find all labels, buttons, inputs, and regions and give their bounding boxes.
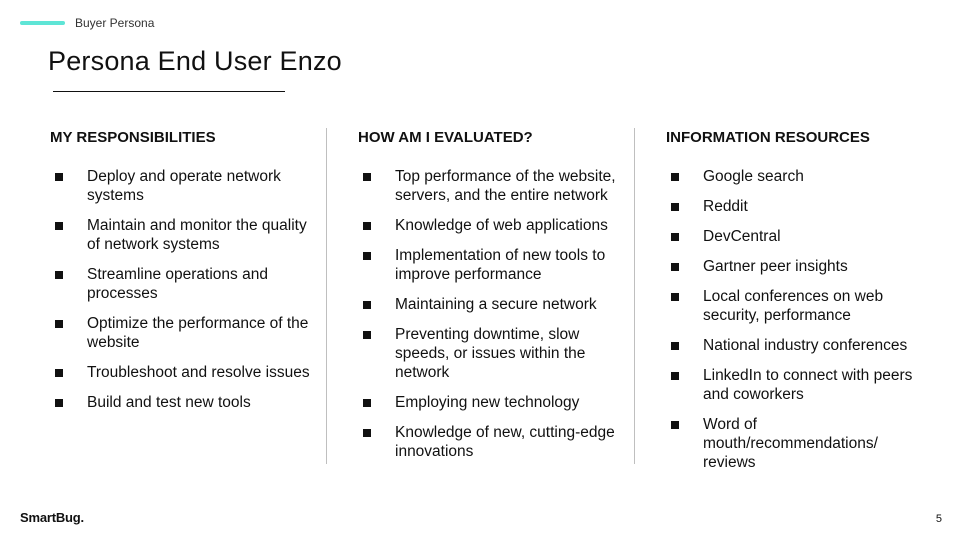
list-item-text: National industry conferences — [703, 337, 908, 354]
list-item — [50, 167, 315, 205]
list-item — [358, 246, 623, 284]
square-bullet-icon — [363, 399, 371, 407]
section-kicker: Buyer Persona — [75, 16, 155, 30]
list-item-text: DevCentral — [703, 228, 781, 245]
list-item — [358, 325, 623, 382]
list-item-text: Maintaining a secure network — [395, 296, 597, 313]
square-bullet-icon — [671, 293, 679, 301]
square-bullet-icon — [671, 342, 679, 350]
list-item — [666, 336, 926, 355]
square-bullet-icon — [55, 222, 63, 230]
smartbug-logo: SmartBug. — [20, 510, 84, 525]
square-bullet-icon — [363, 252, 371, 260]
list-item-text: Implementation of new tools to improve performance — [395, 247, 606, 283]
list-item-text: LinkedIn to connect with peers and coworkers — [703, 367, 913, 403]
list-item-text: Local conferences on web security, performance — [703, 288, 884, 324]
list-item — [358, 216, 623, 235]
square-bullet-icon — [363, 222, 371, 230]
list-item-text: Knowledge of web applications — [395, 217, 608, 234]
title-underline — [53, 91, 285, 92]
list-item — [50, 393, 315, 412]
list-item-text: Google search — [703, 168, 804, 185]
square-bullet-icon — [671, 263, 679, 271]
square-bullet-icon — [55, 369, 63, 377]
list-item — [666, 197, 926, 216]
square-bullet-icon — [671, 173, 679, 181]
list-item-text: Gartner peer insights — [703, 258, 848, 275]
list-item-text: Knowledge of new, cutting-edge innovations — [395, 424, 615, 460]
list-item — [50, 216, 315, 254]
list-item-text: Preventing downtime, slow speeds, or issues within the network — [395, 326, 586, 381]
list-item — [666, 287, 926, 325]
column-heading: INFORMATION RESOURCES — [666, 129, 870, 146]
square-bullet-icon — [363, 429, 371, 437]
list-item — [666, 415, 926, 472]
list-item-text: Reddit — [703, 198, 748, 215]
list-item — [50, 363, 315, 382]
column-divider — [326, 128, 327, 464]
square-bullet-icon — [671, 372, 679, 380]
list-item — [358, 295, 623, 314]
accent-bar — [20, 21, 65, 25]
square-bullet-icon — [671, 203, 679, 211]
list-item — [358, 393, 623, 412]
list-item — [666, 257, 926, 276]
column-heading: HOW AM I EVALUATED? — [358, 129, 533, 146]
square-bullet-icon — [55, 173, 63, 181]
list-item-text: Maintain and monitor the quality of network systems — [87, 217, 307, 253]
bullet-list — [50, 167, 315, 412]
square-bullet-icon — [363, 301, 371, 309]
list-item-text: Build and test new tools — [87, 394, 251, 411]
square-bullet-icon — [671, 421, 679, 429]
bullet-list — [666, 167, 926, 472]
page-number: 5 — [935, 513, 942, 525]
column-evaluation — [358, 128, 623, 472]
list-item — [50, 265, 315, 303]
column-divider — [634, 128, 635, 464]
bullet-list — [358, 167, 623, 461]
list-item-text: Word of mouth/recommendations/ reviews — [703, 416, 878, 471]
page-title: Persona End User Enzo — [48, 46, 342, 76]
list-item — [50, 314, 315, 352]
square-bullet-icon — [363, 331, 371, 339]
list-item-text: Optimize the performance of the website — [87, 315, 309, 351]
list-item-text: Top performance of the website, servers, and the entire network — [395, 168, 616, 204]
list-item — [666, 227, 926, 246]
list-item — [358, 423, 623, 461]
list-item — [358, 167, 623, 205]
list-item-text: Deploy and operate network systems — [87, 168, 281, 204]
square-bullet-icon — [55, 320, 63, 328]
column-heading: MY RESPONSIBILITIES — [50, 129, 216, 146]
column-responsibilities — [50, 128, 315, 423]
list-item — [666, 167, 926, 186]
square-bullet-icon — [671, 233, 679, 241]
list-item-text: Employing new technology — [395, 394, 580, 411]
square-bullet-icon — [363, 173, 371, 181]
square-bullet-icon — [55, 399, 63, 407]
column-information-resources — [666, 128, 926, 483]
list-item — [666, 366, 926, 404]
list-item-text: Troubleshoot and resolve issues — [87, 364, 310, 381]
list-item-text: Streamline operations and processes — [87, 266, 268, 302]
square-bullet-icon — [55, 271, 63, 279]
